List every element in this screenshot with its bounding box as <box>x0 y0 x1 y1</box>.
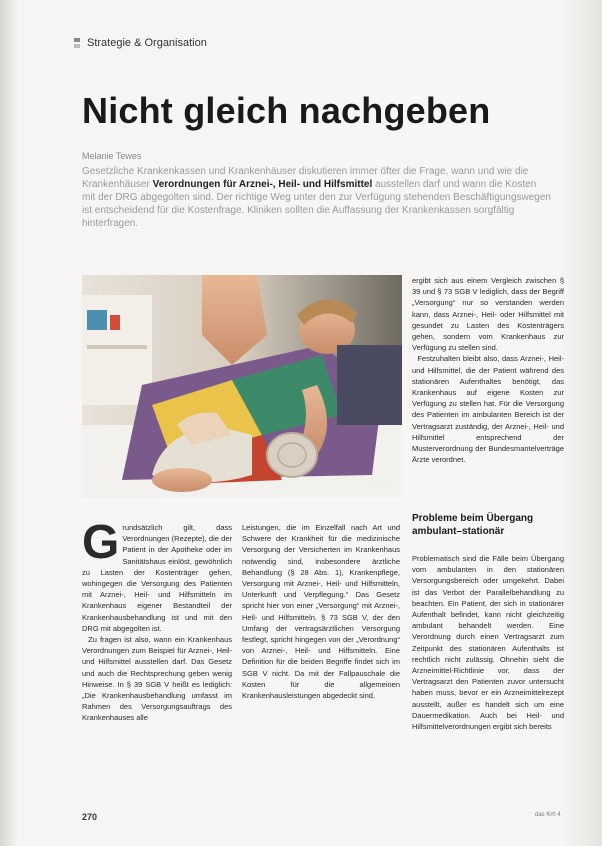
section-subhead: Probleme beim Übergang ambulant–stationär <box>412 513 534 537</box>
lead-text: Gesetzliche Krankenkassen und Krankenhäuser diskutieren immer öfter die Frage, wann und wie die Krankenhäuser Verordnungen für Arznei-, Heil- und Hilfsmittel ausstellen darf und wann die Kosten mit der DRG abgegolten sind. Der richtige Weg unter den zur Verfügung stehenden Beschäftigungswegen ist entscheidend für die Kostenfrage. Kliniken sollten die Auffassung der Krankenkassen sorgfältig hinterfragen. <box>82 166 551 229</box>
col2-paragraph: Leistungen, die im Einzelfall nach Art und Schwere der Krankheit für die medizinische Versorgung der Versicherten im Krankenhaus notwendig sind, insbesondere ärztliche Behandlung (§ 28 Abs. 1), Krankenpflege, Versorgung mit Arznei-, Heil- und Hilfsmitteln, Unterkunft und Verpflegung.“ Das Gesetz spricht hier von einer „Versorgung“ mit Arznei-, Heil- und Hilfsmitteln. § 73 SGB V, der den Umfang der vertragsärztlichen Versorgung festlegt, spricht hingegen von der „Verordnung“ von Arznei-, Heil- und Hilfsmitteln. Eine Definition für die beiden Begriffe findet sich im SGB V nicht. Da mit der Fallpauschale die Kosten für die allgemeinen Krankenhausleistungen abgedeckt sind, <box>242 523 400 701</box>
body-column-1 <box>82 516 232 724</box>
lead-highlight: Verordnungen für Arznei-, Heil- und Hilfsmittel <box>152 179 373 190</box>
footer-issue: das Krh 4 <box>535 812 561 818</box>
section-tag <box>74 37 207 49</box>
drop-cap: G <box>82 516 120 569</box>
col4-paragraph: Problematisch sind die Fälle beim Übergang vom ambulanten in den stationären Versorgungsbereich oder umgekehrt. Dabei ist das Verbot der Parallelbehandlung zu beachten. Ein Patient, der sich in stationärer Aufenthalt befindet, kann nicht gleichzeitig ambulant behandelt werden. Eine Verordnung durch einen Vertragsarzt zum Zeitpunkt des stationären Aufenthalts ist rechtlich nicht zulässig. Ohnehin sieht die Arzneimittel-Richtlinie vor, dass der Vertragsarzt den Patienten zuvor untersucht haben muss, bevor er ein Arzneimittelrezept ausstellt, außer es handelt sich um eine Dauermedikation. Auch bei Heil- und Hilfsmittelverordnungen ergibt sich bereits <box>412 554 564 732</box>
section-label: Strategie & Organisation <box>87 37 207 49</box>
col1-paragraph-2: Zu fragen ist also, wann ein Krankenhaus Verordnungen zum Beispiel für Arznei-, Heil- und Hilfsmittel ausstellen darf. Das Gesetz und auch die Rechtsprechung geben wenig Hinweise. In § 39 SGB V heißt es lediglich: „Die Krankenhausbehandlung umfasst im Rahmen des Versorgungsauftrags des Krankenhauses alle <box>82 635 232 723</box>
article-author: Melanie Tewes <box>82 151 142 161</box>
photo-illustration <box>82 275 402 497</box>
body-column-2 <box>242 522 400 701</box>
col3-paragraph-1: ergibt sich aus einem Vergleich zwischen § 39 und § 73 SGB V lediglich, dass der Begriff „Versorgung“ nur so verstanden werden kann, dass Arznei-, Heil- oder Hilfsmittel mit gesundet zu Lasten des Kostenträgers gehen, sondern vom Krankenhaus zur Verfügung zu stellen sind. <box>412 276 564 353</box>
photo-credit: Fotolia/bilder <box>367 485 396 491</box>
body-column-3 <box>412 275 564 465</box>
col1-paragraph-1: rundsätzlich gilt, dass Verordnungen (Rezepte), die der Patient in der Apotheke oder im Sanitätshaus einlöst, gewöhnlich zu Lasten der Kostenträger gehen, wohingegen die Versorgung des Patienten mit Arznei-, Heil- und Hilfsmitteln im Krankenhaus eigener Bestandteil der Krankenhausbehandlung ist und mit den DRG mit abgegolten ist. <box>82 523 232 633</box>
article-photo <box>82 275 402 497</box>
col3-paragraph-2: Festzuhalten bleibt also, dass Arznei-, Heil- und Hilfsmittel, die der Patient während des stationären Aufenthaltes benötigt, das Krankenhaus auf eigene Kosten zur Verfügung zu stellen hat. Für die Versorgung des Patienten im ambulanten Bereich ist der Vertragsarzt zuständig, der Arznei-, Heil- und Hilfsmittel entsprechend der Musterverordnung der Bundesmantelverträge Ärzte verordnet. <box>412 354 564 465</box>
section-marker-icon <box>74 37 81 49</box>
body-column-4 <box>412 553 564 732</box>
article-title: Nicht gleich nachgeben <box>82 90 491 131</box>
article-lead <box>82 165 552 230</box>
page-number: 270 <box>82 812 98 822</box>
